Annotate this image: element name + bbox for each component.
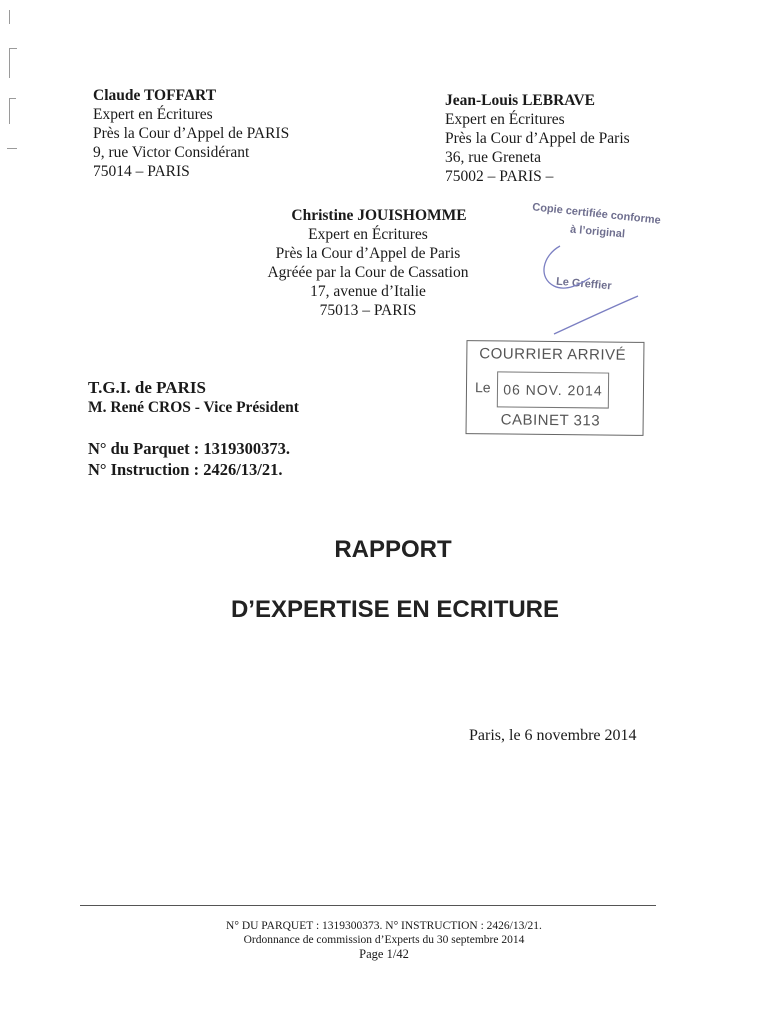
certified-stamp-line1: Copie certifiée conforme	[531, 201, 662, 227]
arrival-stamp-date: 06 NOV. 2014	[497, 371, 609, 408]
arrival-stamp-title: COURRIER ARRIVÉ	[479, 345, 627, 364]
expert-name: Christine JOUISHOMME	[291, 207, 467, 224]
parquet-number: N° du Parquet : 1319300373.	[88, 439, 291, 458]
expert-court: Près la Cour d’Appel de Paris	[445, 130, 630, 147]
footer-divider	[80, 905, 656, 906]
tribunal: T.G.I. de PARIS	[88, 378, 206, 397]
certified-stamp-line3: Le Greffier	[555, 275, 613, 293]
arrival-stamp-cabinet: CABINET 313	[500, 411, 601, 430]
arrival-stamp	[466, 340, 645, 436]
expert-left	[93, 86, 289, 181]
scan-mark	[9, 98, 10, 124]
report-title-line1: RAPPORT	[334, 536, 452, 563]
expert-approval: Agréée par la Cour de Cassation	[267, 264, 469, 281]
scan-mark	[9, 98, 16, 99]
expert-title: Expert en Écritures	[308, 226, 428, 243]
expert-city: 75013 – PARIS	[319, 302, 417, 319]
expert-name: Jean-Louis LEBRAVE	[445, 92, 596, 109]
expert-street: 9, rue Victor Considérant	[93, 144, 250, 161]
footer-ordonnance: Ordonnance de commission d’Experts du 30 septembre 2014	[243, 934, 525, 946]
expert-name: Claude TOFFART	[93, 87, 217, 104]
scan-mark	[7, 148, 17, 149]
scan-mark	[9, 48, 10, 78]
scan-mark	[9, 10, 10, 24]
footer-refs: N° DU PARQUET : 1319300373. N° INSTRUCTION : 2426/13/21.	[226, 920, 542, 932]
court-block	[88, 378, 299, 418]
expert-center	[248, 206, 488, 320]
arrival-stamp-le: Le	[474, 379, 491, 396]
judge: M. René CROS - Vice Président	[88, 399, 299, 416]
greffier-signature	[520, 238, 650, 338]
expert-street: 36, rue Greneta	[445, 149, 541, 166]
expert-court: Près la Cour d’Appel de Paris	[275, 245, 461, 262]
certified-stamp-line2: à l’original	[569, 223, 626, 241]
report-date: Paris, le 6 novembre 2014	[469, 727, 637, 744]
expert-city: 75002 – PARIS –	[445, 168, 554, 185]
expert-court: Près la Cour d’Appel de PARIS	[93, 125, 290, 142]
expert-right	[445, 91, 630, 186]
scan-mark	[9, 48, 17, 49]
expert-street: 17, avenue d’Italie	[310, 283, 426, 300]
expert-city: 75014 – PARIS	[93, 163, 190, 180]
expert-title: Expert en Écritures	[445, 111, 565, 128]
page-number: Page 1/42	[359, 947, 409, 961]
expert-title: Expert en Écritures	[93, 106, 213, 123]
references	[88, 438, 290, 480]
report-title-line2: D’EXPERTISE EN ECRITURE	[230, 596, 560, 623]
instruction-number: N° Instruction : 2426/13/21.	[88, 460, 283, 479]
